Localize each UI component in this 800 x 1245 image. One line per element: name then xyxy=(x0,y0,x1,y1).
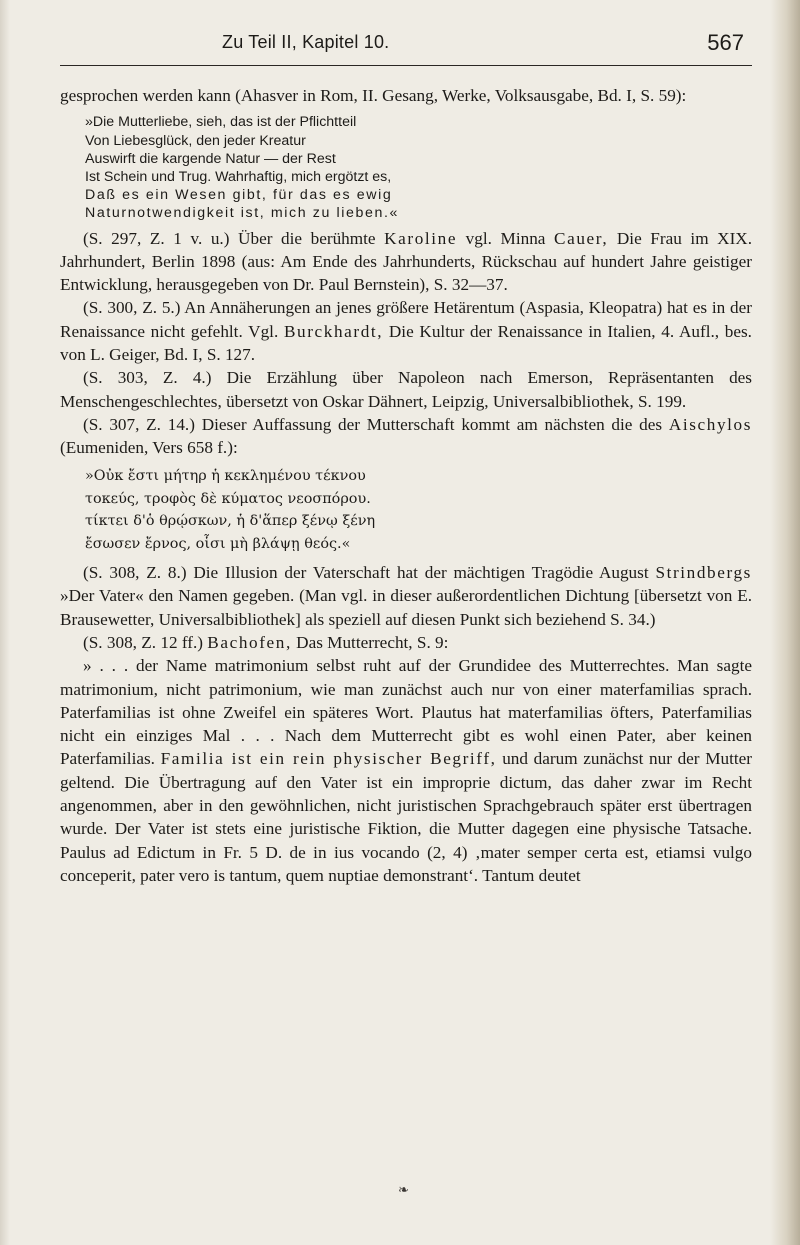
paragraph-intro: gesprochen werden kann (Ahasver in Rom, II. Gesang, Werke, Volksausgabe, Bd. I, S. 59): xyxy=(60,86,687,105)
note-text: »Der Vater« den Namen gegeben. (Man vgl. in dieser außerordentlichen Dichtung [übersetzt von E. Brausewetter, Universalbibliothek] als speziell auf diesen Punkt sich beziehend S. 34.) xyxy=(60,586,752,629)
note-text: Das Mutterrecht, S. 9: xyxy=(291,633,449,652)
verse-line: ἔσωσεν ἔρνος, οἷσι μὴ βλάψῃ θεός.« xyxy=(85,535,351,552)
note-text: Repräsentanten des Menschengeschlechtes, übersetzt von Oskar Dähnert, Leipzig, Universalbibliothek, S. 199. xyxy=(60,368,752,411)
note-text: Bd. I, S. 127. xyxy=(159,345,256,364)
printer-mark-icon: ❧ xyxy=(398,1182,409,1197)
author-name: Emerson, xyxy=(527,368,593,388)
page-gutter-shadow xyxy=(0,0,10,1245)
note-text: Die Kultur der Renaissance in Italien, 4. Aufl., bes. von xyxy=(60,321,752,364)
verse-line: »Οὐκ ἔστι μήτηρ ἡ κεκλημένου τέκνου xyxy=(85,468,366,485)
verse-line: Ist Schein und Trug. Wahrhaftig, mich ergötzt es, xyxy=(85,168,392,185)
verse-line: Auswirft die kargende Natur — der Rest xyxy=(85,150,336,167)
page-edge xyxy=(770,0,800,1245)
author-name: L. Geiger, xyxy=(90,345,160,364)
note-text: Die Illusion der Vaterschaft hat der mächtigen Tragödie August xyxy=(186,563,656,583)
note-paragraph xyxy=(60,296,752,366)
note-paragraph xyxy=(60,366,752,413)
header-rule xyxy=(60,65,752,66)
author-name: Karoline xyxy=(384,228,458,248)
note-reference: (S. 303, Z. 4.) xyxy=(83,368,212,388)
note-paragraph xyxy=(60,227,752,297)
note-text: Über die berühmte xyxy=(229,228,385,248)
page-number: 567 xyxy=(707,30,744,55)
emphasized-text: Familia ist ein rein physischer Begriff, xyxy=(160,749,497,769)
note-text: Die Frau im XIX. Jahrhundert, Berlin 1898 (aus: Am Ende des Jahrhunderts, Rückschau auf hundert Jahre geistiger Entwicklung, herausgegeben von Dr. Paul Bernstein), S. 32—37. xyxy=(60,228,753,295)
verse-line: Daß es ein Wesen gibt, für das es ewig xyxy=(85,187,393,204)
verse-line: τίκτει δ'ὁ θρῴσκων, ἡ δ'ἅπερ ξένῳ ξένη xyxy=(85,513,376,530)
author-name: Burckhardt, xyxy=(283,321,384,341)
verse-quote-ahasver xyxy=(85,113,752,222)
author-name: Bachofen, xyxy=(207,633,292,652)
note-paragraph xyxy=(60,631,752,654)
verse-line: Naturnotwendigkeit ist, mich zu lieben.« xyxy=(85,205,399,222)
note-text: Die Erzählung über Napoleon nach xyxy=(211,368,528,388)
page-body xyxy=(60,84,752,887)
note-paragraph xyxy=(60,561,752,631)
note-text: An Annäherungen an jenes größere Hetärentum (Aspasia, Kleopatra) hat es in der Renaissance nicht gefehlt. Vgl. xyxy=(60,298,752,341)
note-text: (Eumeniden, Vers 658 f.): xyxy=(60,438,238,458)
page-header xyxy=(222,28,752,58)
quote-text: » . . . der Name matrimonium selbst ruht auf der Grundidee des Mutterrechtes. Man sagte matrimonium, nicht patrimonium, wie man zunächst auch nur von einer materfamilias sprach. Paterfamilias ist ohne Zweifel ein späteres Wort. Plautus hat materfamilias öfters, Paterfamilias nicht ein einziges Mal . . . Nach dem Mutterrecht gibt es wohl einen Pater, aber keinen Paterfamilias. xyxy=(60,656,752,769)
author-name: Strindbergs xyxy=(655,563,752,583)
note-reference: (S. 300, Z. 5.) xyxy=(83,298,181,318)
note-text: Dieser Auffassung der Mutterschaft kommt am nächsten die des xyxy=(194,414,669,434)
note-paragraph xyxy=(60,413,752,460)
note-reference: (S. 297, Z. 1 v. u.) xyxy=(83,228,230,248)
note-reference: (S. 308, Z. 12 ff.) xyxy=(83,633,203,652)
verse-line: »Die Mutterliebe, sieh, das ist der Pflichtteil xyxy=(85,114,357,131)
note-reference: (S. 308, Z. 8.) xyxy=(83,563,187,583)
running-title: Zu Teil II, Kapitel 10. xyxy=(222,32,390,52)
verse-quote-greek xyxy=(85,465,752,555)
verse-line: Von Liebesglück, den jeder Kreatur xyxy=(85,132,306,149)
verse-line: τοκεύς, τροφὸς δὲ κύματος νεοσπόρου. xyxy=(85,490,371,507)
author-name: Cauer, xyxy=(554,228,609,248)
note-reference: (S. 307, Z. 14.) xyxy=(83,414,195,434)
quote-text: und darum zunächst nur der Mutter geltend. Die Übertragung auf den Vater ist ein improprie dictum, das daher zwar im Recht angenommen, aber in den gewöhnlichen, nicht juristischen Sprachgebrauch später erst übertragen wurde. Der Vater ist stets eine juristische Fiktion, die Mutter dagegen eine physische Tatsache. Paulus ad Edictum in Fr. 5 D. de in ius vocando (2, 4) ‚mater semper certa est, etiamsi vulgo conceperit, pater vero is tantum, quem nuptiae demonstrant‘. Tantum deutet xyxy=(60,749,752,885)
quotation-paragraph xyxy=(60,654,752,887)
note-text: vgl. Minna xyxy=(457,228,555,248)
author-name: Aischylos xyxy=(668,414,752,434)
